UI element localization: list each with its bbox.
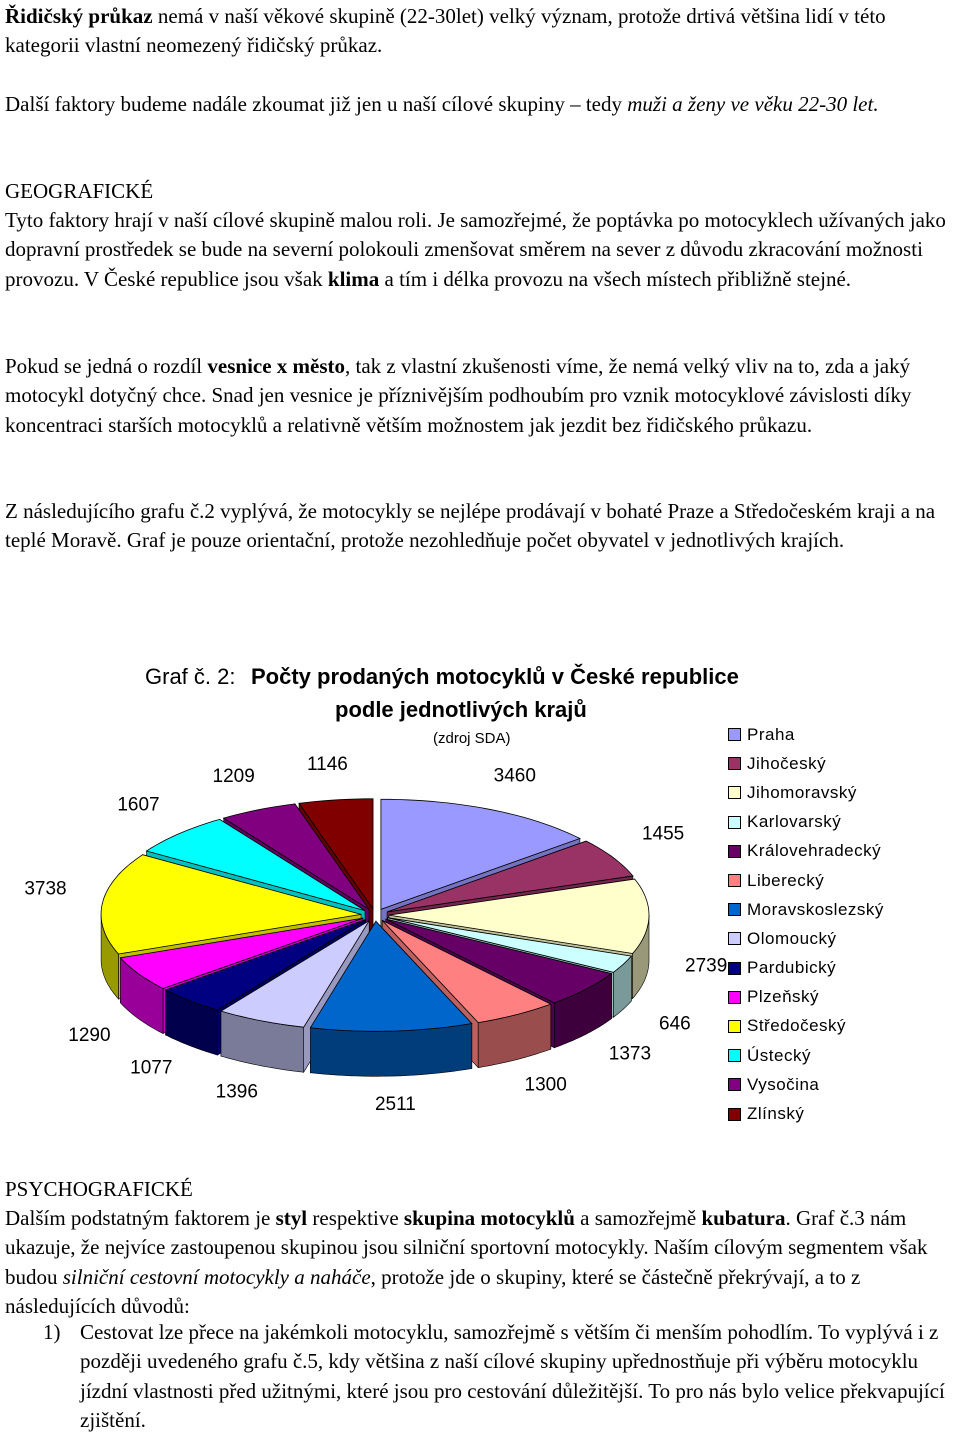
legend-swatch [728,728,741,741]
legend-swatch [728,932,741,945]
legend-item [728,895,928,924]
data-label-plzeňský: 1290 [68,1025,111,1047]
legend-label: Liberecký [747,870,825,890]
data-label-ústecký: 1607 [117,794,160,816]
list-item-number: 1) [43,1320,61,1344]
data-label-karlovarský: 646 [659,1013,691,1035]
paragraph-geographic [5,206,957,294]
legend-item [728,866,928,895]
bold-style: styl [275,1206,308,1230]
chart-legend [728,720,928,1129]
paragraph-text: . Graf č.3 nám ukazuje, že nejvíce zastoupenou skupinou jsou silniční sportovní motocykly. Naším cílovým segmentem však budou [5,1206,928,1289]
reasons-list [5,1318,957,1435]
bold-climate: klima [327,266,380,291]
paragraph-text: Tyto faktory hrají v naší cílové skupině malou roli. Je samozřejmé, že poptávka po motocyklech užívaných jako dopravní prostředek se bude na severní polokouli zmenšovat směrem na sever z důvodu zkracování možnosti provozu. V České republice jsou však [5,208,946,291]
legend-swatch [728,874,741,887]
data-label-středočeský: 3738 [24,878,67,900]
section-heading-psychographic: PSYCHOGRAFICKÉ [5,1177,193,1201]
legend-item [728,954,928,983]
data-label-liberecký: 1300 [524,1074,567,1096]
legend-swatch [728,1108,741,1121]
legend-swatch [728,1049,741,1062]
legend-item [728,720,928,749]
legend-item [728,808,928,837]
legend-swatch [728,816,741,829]
legend-item [728,1070,928,1099]
list-item-text: Cestovat lze přece na jakémkoli motocyklu, samozřejmě s větším či menším pohodlím. To vyplývá i z později uvedeného grafu č.5, kdy většina z naší cílové skupiny upřednostňuje při výběru motocyklu jízdní vlastnosti před užitnými, které jsou pro cestování důležitější. To pro nás bylo velice překvapující zjištění. [80,1320,945,1432]
legend-label: Jihočeský [747,753,827,773]
legend-label: Karlovarský [747,812,842,832]
data-label-vysočina: 1209 [212,765,255,787]
legend-swatch [728,903,741,916]
data-label-pardubický: 1077 [130,1057,173,1079]
legend-swatch [728,962,741,975]
data-label-praha: 3460 [493,765,536,787]
legend-label: Jihomoravský [747,782,857,802]
data-label-královehradecký: 1373 [608,1043,652,1065]
paragraph-village-city [5,352,957,440]
paragraph-text: a tím i délka provozu na všech místech přibližně stejné. [379,266,852,291]
list-item [5,1318,957,1435]
bold-village-city: vesnice x město [207,354,346,378]
paragraph-driving-license [5,2,957,61]
paragraph-text: Dalším podstatným faktorem je [5,1206,276,1230]
paragraph-graph-intro: Z následujícího grafu č.2 vyplývá, že motocykly se nejlépe prodávají v bohaté Praze a Středočeském kraji a na teplé Moravě. Graf je pouze orientační, protože nezohledňuje počet obyvatel v jednotlivých krajích. [5,499,936,553]
legend-swatch [728,991,741,1004]
legend-label: Zlínský [747,1104,805,1124]
paragraph-text: Pokud se jedná o rozdíl [5,354,208,378]
legend-swatch [728,1078,741,1091]
legend-label: Ústecký [747,1045,811,1065]
paragraph-text: Další faktory budeme nadále zkoumat již jen u naší cílové skupiny – tedy [5,92,628,116]
paragraph-text: nemá v naší věkové skupině (22-30let) velký význam, protože drtivá většina lidí v této kategorii vlastní neomezený řidičský průkaz. [5,4,886,58]
legend-label: Praha [747,724,795,744]
paragraph-text: , tak z vlastní zkušenosti víme, že nemá velký vliv na to, zda a jaký motocykl dotyčný chce. Snad jen vesnice je příznivějším podhoubím pro vznik motocyklové závislosti díky koncentraci starších motocyklů a relativně větším možnostem jak jezdit bez řidičského průkazu. [5,354,912,437]
chart-title-prefix: Graf č. 2: [145,664,236,689]
paragraph-text: , protože jde o skupiny, které se částečně překrývají, a to z následujících důvodů: [5,1264,861,1318]
data-label-jihočeský: 1455 [641,823,685,845]
chart-title-main: Počty prodaných motocyklů v České republice [251,664,739,689]
legend-swatch [728,757,741,770]
paragraph-text: a samozřejmě [574,1206,702,1230]
bold-driving-license: Řidičský průkaz [5,4,153,28]
legend-label: Středočeský [747,1016,847,1036]
legend-label: Vysočina [747,1074,820,1094]
data-label-jihomoravský: 2739 [685,955,728,977]
paragraph-text: respektive [307,1206,404,1230]
legend-swatch [728,786,741,799]
legend-label: Pardubický [747,958,837,978]
data-label-olomoucký: 1396 [215,1081,258,1103]
legend-item [728,924,928,953]
legend-label: Plzeňský [747,987,820,1007]
legend-item [728,1012,928,1041]
legend-item [728,1099,928,1128]
legend-label: Moravskoslezský [747,899,884,919]
paragraph-psychographic [5,1204,957,1321]
legend-item [728,983,928,1012]
legend-item [728,1041,928,1070]
legend-item [728,749,928,778]
chart-subtitle: (zdroj SDA) [433,730,511,747]
italic-target-segment: silniční cestovní motocykly a naháče [62,1264,371,1289]
legend-swatch [728,1020,741,1033]
bold-motorcycle-group: skupina motocyklů [403,1206,575,1230]
data-label-zlínský: 1146 [306,754,348,775]
section-heading-geographic: GEOGRAFICKÉ [5,179,154,203]
chart-title-second: podle jednotlivých krajů [335,697,587,722]
legend-item [728,837,928,866]
bold-displacement: kubatura [701,1206,786,1230]
italic-target-group: muži a ženy ve věku 22-30 let. [627,92,879,116]
legend-label: Královehradecký [747,841,882,861]
legend-swatch [728,845,741,858]
data-label-moravskoslezský: 2511 [374,1094,416,1116]
legend-label: Olomoucký [747,928,837,948]
paragraph-target-group [5,90,957,119]
legend-item [728,778,928,807]
